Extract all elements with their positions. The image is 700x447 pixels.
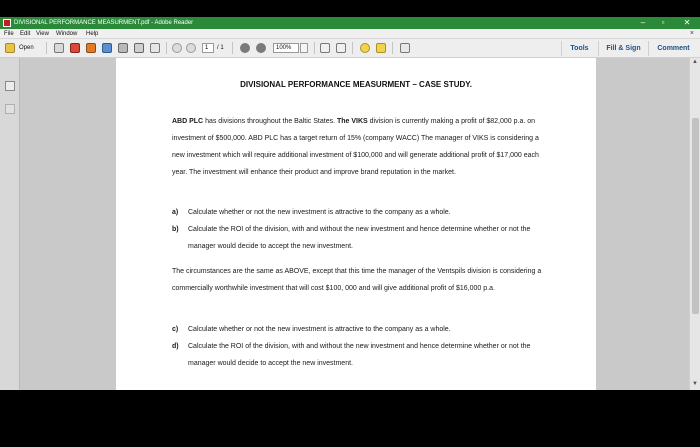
toolbar-divider: [166, 42, 167, 54]
question-label: d): [172, 343, 179, 350]
toolbar: [0, 39, 700, 58]
toolbar-divider: [314, 42, 315, 54]
attachments-icon[interactable]: [5, 104, 15, 114]
full-screen-icon[interactable]: [336, 43, 346, 53]
zoom-dropdown-chevron-down-icon[interactable]: [300, 43, 308, 53]
menu-edit[interactable]: Edit: [20, 31, 31, 37]
pdf-page: [116, 58, 596, 390]
zoom-in-icon[interactable]: [256, 43, 266, 53]
next-page-icon[interactable]: [186, 43, 196, 53]
open-button[interactable]: Open: [19, 45, 34, 51]
toolbar-divider: [352, 42, 353, 54]
export-pdf-icon[interactable]: [70, 43, 80, 53]
fill-sign-button[interactable]: Fill & Sign: [598, 41, 648, 56]
scroll-up-icon[interactable]: ▲: [692, 59, 698, 65]
maximize-button[interactable]: ▫: [661, 18, 665, 27]
window-title: DIVISIONAL PERFORMANCE MEASURMENT.pdf - Adobe Reader: [14, 20, 194, 26]
toolbar-divider: [392, 42, 393, 54]
second-paragraph: The circumstances are the same as ABOVE, except that this time the manager of the Ventspils division is considering a commercially worthwhile investment that will cost $100, 000 and will give additional profit of $16,000 p.a.: [172, 268, 542, 292]
question-label: c): [172, 326, 179, 333]
folder-open-icon[interactable]: [5, 43, 15, 53]
intro-text-2: division is currently making a profit of $82,000 p.a. on investment of $500,000. ABD PLC has a target return of 15% (company WACC) The manager of VIKS is considering a new investment which will require additional investment of $100,000 and will generate additional profit of $17,000 each year. The investment will enhance their product and improve brand reputation in the market.: [172, 118, 539, 176]
close-button[interactable]: ✕: [683, 18, 691, 27]
vertical-scrollbar[interactable]: [689, 58, 700, 390]
navigation-pane: [0, 58, 20, 390]
menu-window[interactable]: Window: [56, 31, 78, 37]
menu-bar: [0, 29, 700, 39]
document-viewport: [20, 58, 689, 390]
title-bar: [0, 17, 700, 29]
scrollbar-thumb[interactable]: [692, 118, 699, 314]
question-label: a): [172, 209, 179, 216]
question-text: Calculate whether or not the new investment is attractive to the company as a whole.: [188, 209, 451, 216]
question-text: Calculate whether or not the new investment is attractive to the company as a whole.: [188, 326, 451, 333]
question-label: b): [172, 226, 179, 233]
toolbar-divider: [46, 42, 47, 54]
sign-icon[interactable]: [400, 43, 410, 53]
edit-pdf-icon[interactable]: [86, 43, 96, 53]
zoom-out-icon[interactable]: [240, 43, 250, 53]
zoom-level-input[interactable]: 100%: [273, 43, 299, 53]
toolbar-divider: [232, 42, 233, 54]
menu-view[interactable]: View: [36, 31, 49, 37]
page-number-input[interactable]: 1: [202, 43, 214, 53]
comment-button[interactable]: Comment: [648, 41, 698, 56]
question-text: Calculate the ROI of the division, with and without the new investment and hence determine whether or not the manager would decide to accept the new investment.: [188, 343, 531, 367]
print-icon[interactable]: [134, 43, 144, 53]
intro-text-1: has divisions throughout the Baltic States.: [203, 118, 337, 125]
menu-file[interactable]: File: [4, 31, 14, 37]
comment-bubble-icon[interactable]: [360, 43, 370, 53]
fit-page-icon[interactable]: [320, 43, 330, 53]
scroll-down-icon[interactable]: ▼: [692, 381, 698, 387]
adobe-reader-window: [0, 17, 700, 390]
document-title: DIVISIONAL PERFORMANCE MEASURMENT – CASE STUDY.: [240, 80, 472, 89]
intro-paragraph: [172, 113, 546, 181]
save-icon[interactable]: [118, 43, 128, 53]
close-document-icon[interactable]: ×: [689, 30, 694, 37]
question-text: Calculate the ROI of the division, with and without the new investment and hence determine whether or not the manager would decide to accept the new investment.: [188, 226, 531, 250]
pdf-app-icon: [3, 19, 11, 27]
division-name: The VIKS: [336, 118, 368, 125]
page-total-label: / 1: [217, 45, 224, 51]
page-thumbnails-icon[interactable]: [5, 81, 15, 91]
create-pdf-icon[interactable]: [54, 43, 64, 53]
previous-page-icon[interactable]: [172, 43, 182, 53]
tools-button[interactable]: Tools: [561, 41, 597, 56]
cloud-upload-icon[interactable]: [102, 43, 112, 53]
highlight-icon[interactable]: [376, 43, 386, 53]
company-name: ABD PLC: [172, 118, 204, 125]
email-icon[interactable]: [150, 43, 160, 53]
menu-help[interactable]: Help: [86, 31, 99, 37]
minimize-button[interactable]: –: [640, 18, 646, 27]
